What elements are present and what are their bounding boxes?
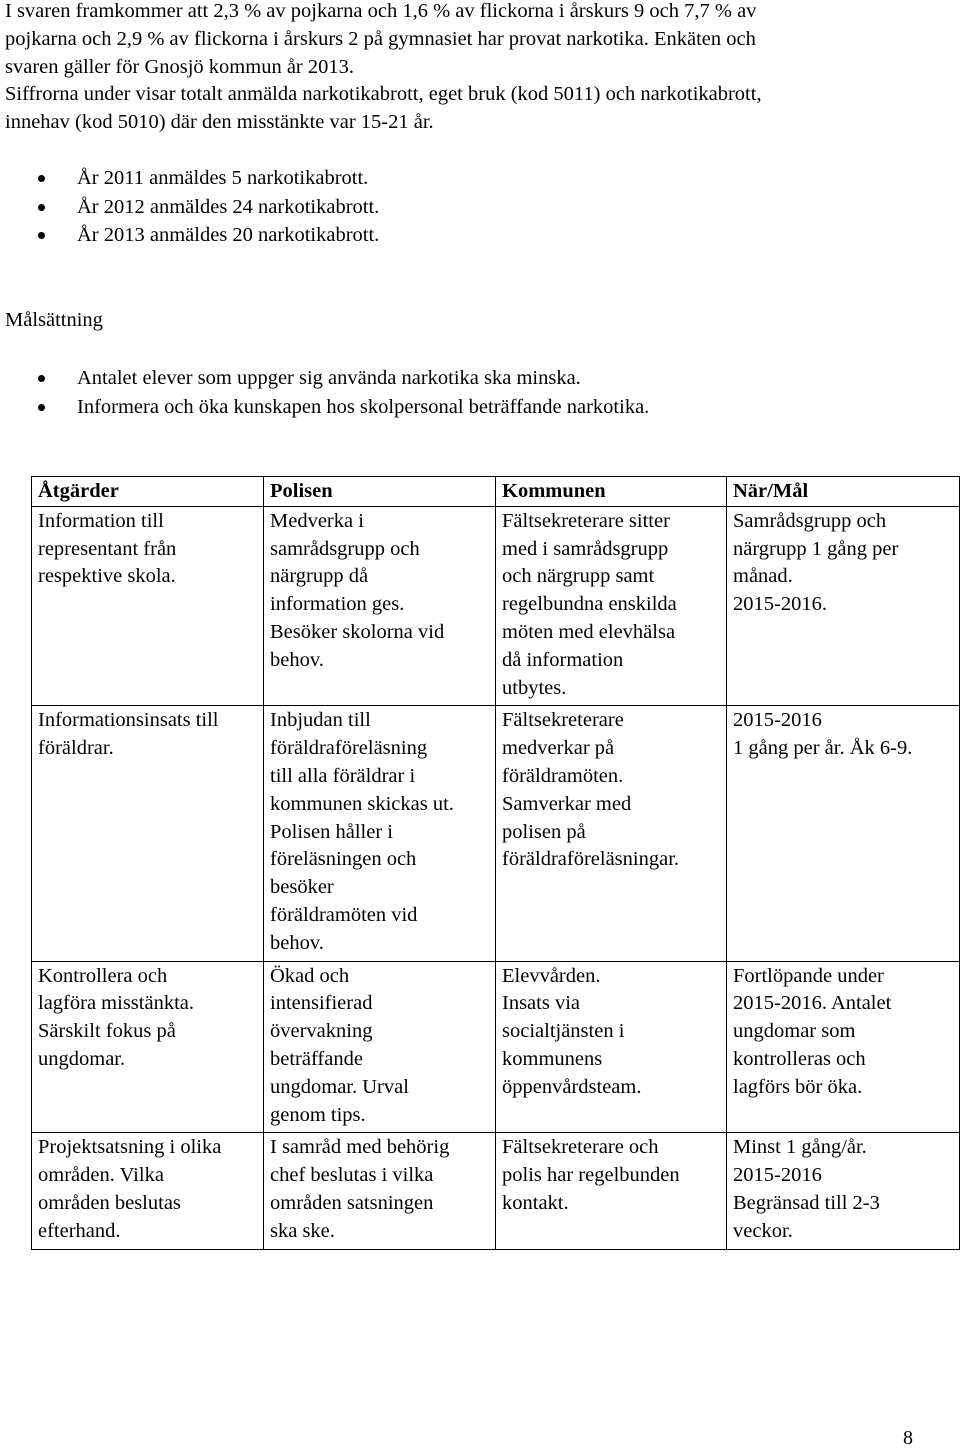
list-item — [0, 393, 900, 422]
column-header-municipality: Kommunen — [496, 477, 727, 507]
cell-line: områden beslutas — [38, 1191, 181, 1214]
cell-police — [264, 961, 496, 1133]
cell-line: behov. — [270, 931, 324, 954]
cell-line: ungdomar. Urval — [270, 1075, 409, 1098]
cell-line: till alla föräldrar i — [270, 764, 416, 787]
cell-line: utbytes. — [502, 676, 567, 699]
cell-line: Ökad och — [270, 964, 350, 987]
cell-line: besöker — [270, 876, 334, 899]
cell-line: Samrådsgrupp och — [733, 509, 887, 532]
cell-line: Elevvården. — [502, 964, 601, 987]
cell-when-goal — [727, 706, 960, 961]
cell-line: Medverka i — [270, 509, 364, 532]
cell-line: öppenvårdsteam. — [502, 1075, 642, 1098]
cell-line: socialtjänsten i — [502, 1020, 625, 1043]
cell-line: då information — [502, 648, 624, 671]
cell-municipality — [496, 961, 727, 1133]
table-row — [32, 506, 960, 706]
list-item — [0, 193, 900, 222]
cell-line: föräldraföreläsning — [270, 737, 428, 760]
cell-line: medverkar på — [502, 737, 615, 760]
column-header-measures: Åtgärder — [32, 477, 264, 507]
cell-line: ungdomar. — [38, 1047, 126, 1070]
cell-line: Insats via — [502, 992, 580, 1015]
cell-line: med i samrådsgrupp — [502, 537, 669, 560]
list-item-text: År 2013 anmäldes 20 narkotikabrott. — [77, 224, 380, 246]
cell-line: föreläsningen och — [270, 848, 417, 871]
cell-line: områden satsningen — [270, 1191, 434, 1214]
cell-line: närgrupp då — [270, 565, 369, 588]
cell-line: Informationsinsats till — [38, 709, 219, 732]
list-item-text: Antalet elever som uppger sig använda narkotika ska minska. — [77, 367, 581, 389]
cell-line: Minst 1 gång/år. — [733, 1136, 867, 1159]
table-header-row — [32, 477, 960, 507]
cell-line: behov. — [270, 648, 324, 671]
cell-municipality — [496, 1133, 727, 1249]
table-row — [32, 1133, 960, 1249]
cell-line: 2015-2016 — [733, 1164, 822, 1187]
cell-line: lagförs bör öka. — [733, 1075, 863, 1098]
cell-line: 2015-2016. Antalet — [733, 992, 892, 1015]
cell-line: efterhand. — [38, 1219, 121, 1242]
cell-when-goal — [727, 1133, 960, 1249]
cell-when-goal — [727, 506, 960, 706]
cell-line: Kontrollera och — [38, 964, 168, 987]
bullet-icon — [38, 175, 45, 182]
list-item-text: Informera och öka kunskapen hos skolpersonal beträffande narkotika. — [77, 395, 650, 418]
cell-police — [264, 706, 496, 961]
bullet-icon — [38, 404, 45, 411]
cell-line: Besöker skolorna vid — [270, 620, 445, 643]
cell-municipality — [496, 706, 727, 961]
cell-line: 1 gång per år. Åk 6-9. — [733, 737, 913, 760]
cell-measure — [32, 506, 264, 706]
cell-line: lagföra misstänkta. — [38, 992, 194, 1015]
cell-line: Särskilt fokus på — [38, 1020, 176, 1043]
intro-line: pojkarna och 2,9 % av flickorna i årskurs 2 på gymnasiet har provat narkotika. Enkäten och — [5, 27, 756, 50]
bullet-icon — [38, 375, 45, 382]
cell-line: områden. Vilka — [38, 1164, 164, 1187]
cell-line: Fältsekreterare — [502, 709, 624, 732]
cell-line: intensifierad — [270, 992, 373, 1015]
cell-line: I samråd med behörig — [270, 1136, 450, 1159]
cell-line: samrådsgrupp och — [270, 537, 420, 560]
cell-measure — [32, 706, 264, 961]
cell-line: övervakning — [270, 1020, 373, 1043]
crime-stats-list — [0, 164, 900, 250]
list-item — [0, 221, 900, 250]
cell-line: Fortlöpande under — [733, 964, 884, 987]
cell-when-goal — [727, 961, 960, 1133]
cell-police — [264, 506, 496, 706]
cell-line: föräldramöten. — [502, 764, 624, 787]
cell-municipality — [496, 506, 727, 706]
cell-line: veckor. — [733, 1219, 793, 1242]
list-item — [0, 164, 900, 193]
table-row — [32, 961, 960, 1133]
table-body — [32, 506, 960, 1249]
cell-police — [264, 1133, 496, 1249]
cell-line: ungdomar som — [733, 1020, 856, 1043]
cell-line: genom tips. — [270, 1103, 366, 1126]
cell-line: chef beslutas i vilka — [270, 1164, 434, 1187]
cell-line: närgrupp 1 gång per — [733, 537, 899, 560]
column-header-when-goal: När/Mål — [727, 477, 960, 507]
column-header-police: Polisen — [264, 477, 496, 507]
cell-line: 2015-2016 — [733, 709, 822, 732]
intro-line: Siffrorna under visar totalt anmälda narkotikabrott, eget bruk (kod 5011) och narkotikabrott, — [5, 83, 762, 106]
list-item-text: År 2011 anmäldes 5 narkotikabrott. — [77, 167, 369, 189]
cell-line: Polisen håller i — [270, 820, 393, 843]
cell-line: Fältsekreterare och — [502, 1136, 659, 1159]
intro-line: svaren gäller för Gnosjö kommun år 2013. — [5, 55, 354, 78]
cell-measure — [32, 1133, 264, 1249]
intro-line: I svaren framkommer att 2,3 % av pojkarna och 1,6 % av flickorna i årskurs 9 och 7,7 % av — [5, 0, 757, 22]
table-row — [32, 706, 960, 961]
cell-line: kommunens — [502, 1047, 603, 1070]
cell-line: respektive skola. — [38, 565, 176, 588]
cell-line: ska ske. — [270, 1219, 335, 1242]
cell-line: representant från — [38, 537, 177, 560]
cell-line: Information till — [38, 509, 164, 532]
cell-line: Projektsatsning i olika — [38, 1136, 222, 1159]
goals-heading: Målsättning — [5, 309, 103, 331]
cell-line: Fältsekreterare sitter — [502, 509, 670, 532]
cell-line: 2015-2016. — [733, 593, 827, 616]
cell-line: Begränsad till 2-3 — [733, 1191, 880, 1214]
cell-line: föräldrar. — [38, 737, 114, 760]
cell-line: polisen på — [502, 820, 586, 843]
cell-line: månad. — [733, 565, 793, 588]
cell-line: beträffande — [270, 1047, 363, 1070]
cell-line: kommunen skickas ut. — [270, 792, 454, 815]
page-number: 8 — [903, 1427, 913, 1449]
cell-line: information ges. — [270, 593, 405, 616]
cell-line: Inbjudan till — [270, 709, 371, 732]
intro-line: innehav (kod 5010) där den misstänkte var 15-21 år. — [5, 111, 434, 134]
cell-line: kontrolleras och — [733, 1047, 866, 1070]
cell-line: regelbundna enskilda — [502, 593, 677, 616]
cell-line: möten med elevhälsa — [502, 620, 676, 643]
cell-line: och närgrupp samt — [502, 565, 655, 588]
cell-measure — [32, 961, 264, 1133]
goals-list — [0, 364, 900, 421]
cell-line: polis har regelbunden — [502, 1164, 680, 1187]
list-item-text: År 2012 anmäldes 24 narkotikabrott. — [77, 195, 380, 218]
bullet-icon — [38, 204, 45, 211]
intro-paragraph — [5, 0, 945, 137]
list-item — [0, 364, 900, 393]
cell-line: Samverkar med — [502, 792, 632, 815]
cell-line: kontakt. — [502, 1191, 569, 1214]
cell-line: föräldraföreläsningar. — [502, 848, 680, 871]
bullet-icon — [38, 232, 45, 239]
cell-line: föräldramöten vid — [270, 903, 418, 926]
measures-table — [31, 476, 960, 1250]
